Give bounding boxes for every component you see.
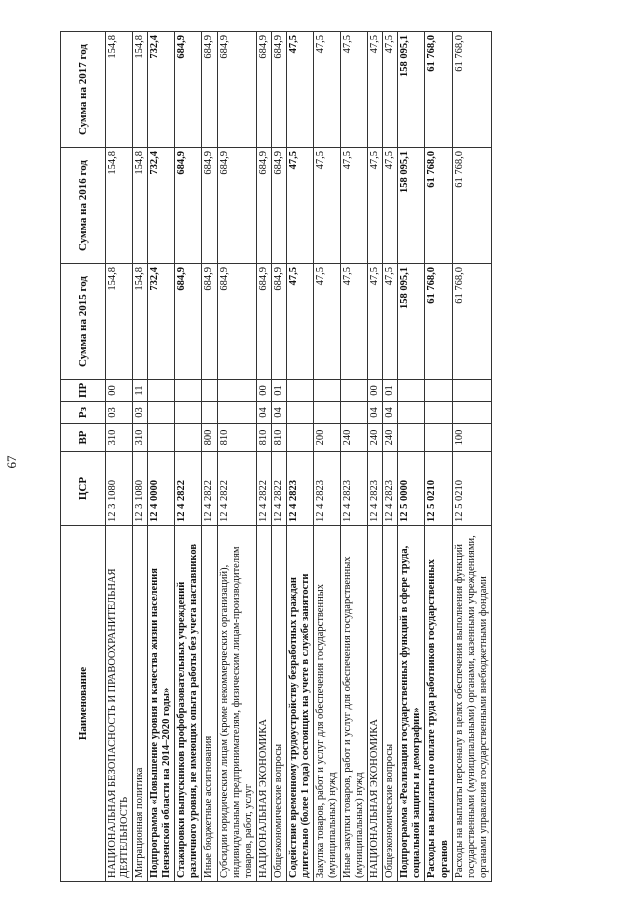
row-pr xyxy=(398,380,425,402)
row-rz xyxy=(217,402,256,424)
row-name: Субсидии юридическим лицам (кроме некоммерческих организаций), индивидуальным предпринимателям, физическим лицам-производителям товаров, работ, услуг xyxy=(217,526,256,882)
row-rz xyxy=(148,402,175,424)
row-sum-2017: 154,8 xyxy=(133,32,148,148)
row-sum-2016: 154,8 xyxy=(133,148,148,264)
row-sum-2016: 47,5 xyxy=(313,148,340,264)
row-csr: 12 3 1080 xyxy=(133,452,148,526)
table-row xyxy=(341,32,368,882)
row-sum-2015: 158 095,1 xyxy=(398,264,425,380)
row-pr: 00 xyxy=(106,380,133,402)
row-sum-2017: 61 768,0 xyxy=(425,32,452,148)
row-vr: 240 xyxy=(383,424,398,452)
header-rz: Рз xyxy=(61,402,106,424)
row-name: Расходы на выплаты персоналу в целях обеспечения выполнения функций государственными (муниципальными) органами, казенными учреждениями, органами управления государственными внебюджетными фондами xyxy=(452,526,491,882)
row-csr: 12 4 2822 xyxy=(175,452,202,526)
row-sum-2017: 47,5 xyxy=(341,32,368,148)
row-csr: 12 4 2823 xyxy=(341,452,368,526)
row-sum-2015: 154,8 xyxy=(106,264,133,380)
page-number: 67 xyxy=(4,455,19,469)
row-sum-2016: 61 768,0 xyxy=(452,148,491,264)
row-sum-2015: 47,5 xyxy=(286,264,313,380)
row-vr: 800 xyxy=(202,424,217,452)
row-vr: 810 xyxy=(256,424,271,452)
row-csr: 12 4 2822 xyxy=(202,452,217,526)
row-sum-2017: 684,9 xyxy=(202,32,217,148)
table-row xyxy=(256,32,271,882)
row-csr: 12 4 2823 xyxy=(313,452,340,526)
table-row xyxy=(286,32,313,882)
row-sum-2016: 47,5 xyxy=(341,148,368,264)
row-sum-2017: 47,5 xyxy=(313,32,340,148)
table-row xyxy=(313,32,340,882)
row-rz xyxy=(398,402,425,424)
row-sum-2016: 684,9 xyxy=(256,148,271,264)
row-name: НАЦИОНАЛЬНАЯ ЭКОНОМИКА xyxy=(256,526,271,882)
row-name: Подпрограмма «Повышение уровня и качества жизни населения Пензенской области на 2014–2020 годы» xyxy=(148,526,175,882)
header-csr: ЦСР xyxy=(61,452,106,526)
row-sum-2016: 61 768,0 xyxy=(425,148,452,264)
header-pr: ПР xyxy=(61,380,106,402)
table-row xyxy=(106,32,133,882)
row-pr xyxy=(425,380,452,402)
row-name: Общеэкономические вопросы xyxy=(271,526,286,882)
row-name: Стажировки выпускников профобразовательных учреждений различного уровня, не имеющих опыта работы без учета наставников xyxy=(175,526,202,882)
row-pr: 01 xyxy=(383,380,398,402)
row-csr: 12 4 2823 xyxy=(383,452,398,526)
row-csr: 12 5 0210 xyxy=(425,452,452,526)
row-vr: 100 xyxy=(452,424,491,452)
row-vr: 240 xyxy=(368,424,383,452)
table-row xyxy=(383,32,398,882)
header-sum-2015: Сумма на 2015 год xyxy=(61,264,106,380)
row-rz xyxy=(425,402,452,424)
row-sum-2015: 47,5 xyxy=(368,264,383,380)
row-csr: 12 4 2822 xyxy=(271,452,286,526)
table-row xyxy=(133,32,148,882)
row-rz xyxy=(341,402,368,424)
row-vr: 810 xyxy=(217,424,256,452)
row-rz: 04 xyxy=(256,402,271,424)
row-sum-2017: 684,9 xyxy=(175,32,202,148)
row-pr xyxy=(452,380,491,402)
row-sum-2017: 158 095,1 xyxy=(398,32,425,148)
row-csr: 12 4 2822 xyxy=(217,452,256,526)
row-vr xyxy=(425,424,452,452)
row-csr: 12 4 2822 xyxy=(256,452,271,526)
row-name: Содействие временному трудоустройству безработных граждан длительно (более 1 года) состоящих на учете в службе занятости xyxy=(286,526,313,882)
row-vr: 240 xyxy=(341,424,368,452)
row-name: Подпрограмма «Реализация государственных функций в сфере труда, социальной защиты и демографии» xyxy=(398,526,425,882)
table-row xyxy=(452,32,491,882)
budget-table xyxy=(60,31,492,882)
row-sum-2017: 154,8 xyxy=(106,32,133,148)
row-sum-2016: 684,9 xyxy=(271,148,286,264)
row-rz: 04 xyxy=(368,402,383,424)
row-name: Общеэкономические вопросы xyxy=(383,526,398,882)
row-rz xyxy=(175,402,202,424)
row-sum-2016: 684,9 xyxy=(175,148,202,264)
table-row xyxy=(148,32,175,882)
row-vr: 200 xyxy=(313,424,340,452)
row-pr: 00 xyxy=(256,380,271,402)
row-sum-2016: 158 095,1 xyxy=(398,148,425,264)
row-sum-2017: 684,9 xyxy=(217,32,256,148)
row-sum-2015: 47,5 xyxy=(313,264,340,380)
row-vr: 310 xyxy=(106,424,133,452)
row-vr xyxy=(286,424,313,452)
row-name: Иные закупки товаров, работ и услуг для обеспечения государственных (муниципальных) нужд xyxy=(341,526,368,882)
row-rz: 03 xyxy=(106,402,133,424)
row-csr: 12 5 0210 xyxy=(452,452,491,526)
row-sum-2017: 684,9 xyxy=(256,32,271,148)
row-sum-2015: 154,8 xyxy=(133,264,148,380)
row-sum-2017: 47,5 xyxy=(286,32,313,148)
row-csr: 12 4 2823 xyxy=(368,452,383,526)
row-sum-2015: 684,9 xyxy=(271,264,286,380)
row-sum-2016: 684,9 xyxy=(217,148,256,264)
header-vr: ВР xyxy=(61,424,106,452)
row-sum-2016: 47,5 xyxy=(368,148,383,264)
row-name: Закупка товаров, работ и услуг для обеспечения государственных (муниципальных) нужд xyxy=(313,526,340,882)
table-row xyxy=(398,32,425,882)
table-row xyxy=(175,32,202,882)
row-pr xyxy=(217,380,256,402)
row-sum-2017: 732,4 xyxy=(148,32,175,148)
row-vr xyxy=(148,424,175,452)
row-pr: 01 xyxy=(271,380,286,402)
row-sum-2016: 684,9 xyxy=(202,148,217,264)
row-sum-2015: 684,9 xyxy=(217,264,256,380)
row-pr: 11 xyxy=(133,380,148,402)
row-vr xyxy=(398,424,425,452)
row-csr: 12 3 1080 xyxy=(106,452,133,526)
row-pr xyxy=(148,380,175,402)
table-row xyxy=(217,32,256,882)
row-rz: 03 xyxy=(133,402,148,424)
budget-table-container xyxy=(60,32,590,882)
row-sum-2017: 47,5 xyxy=(383,32,398,148)
row-pr xyxy=(341,380,368,402)
row-name: Иные бюджетные ассигнования xyxy=(202,526,217,882)
header-name: Наименование xyxy=(61,526,106,882)
row-sum-2015: 732,4 xyxy=(148,264,175,380)
row-sum-2017: 61 768,0 xyxy=(452,32,491,148)
header-sum-2017: Сумма на 2017 год xyxy=(61,32,106,148)
row-csr: 12 4 2823 xyxy=(286,452,313,526)
row-pr xyxy=(202,380,217,402)
row-sum-2016: 154,8 xyxy=(106,148,133,264)
row-sum-2015: 684,9 xyxy=(202,264,217,380)
table-row xyxy=(271,32,286,882)
row-pr xyxy=(286,380,313,402)
row-sum-2016: 47,5 xyxy=(286,148,313,264)
row-sum-2016: 732,4 xyxy=(148,148,175,264)
row-name: Миграционная политика xyxy=(133,526,148,882)
row-sum-2015: 47,5 xyxy=(383,264,398,380)
row-rz xyxy=(452,402,491,424)
row-vr: 310 xyxy=(133,424,148,452)
row-name: Расходы на выплаты по оплате труда работников государственных органов xyxy=(425,526,452,882)
table-header-row xyxy=(61,32,106,882)
row-csr: 12 4 0000 xyxy=(148,452,175,526)
row-sum-2016: 47,5 xyxy=(383,148,398,264)
row-sum-2017: 47,5 xyxy=(368,32,383,148)
row-sum-2015: 47,5 xyxy=(341,264,368,380)
row-vr xyxy=(175,424,202,452)
row-rz: 04 xyxy=(383,402,398,424)
row-sum-2015: 684,9 xyxy=(175,264,202,380)
table-row xyxy=(202,32,217,882)
row-sum-2015: 684,9 xyxy=(256,264,271,380)
row-pr: 00 xyxy=(368,380,383,402)
table-row xyxy=(425,32,452,882)
row-csr: 12 5 0000 xyxy=(398,452,425,526)
row-rz xyxy=(313,402,340,424)
row-rz xyxy=(286,402,313,424)
row-name: НАЦИОНАЛЬНАЯ БЕЗОПАСНОСТЬ И ПРАВООХРАНИТЕЛЬНАЯ ДЕЯТЕЛЬНОСТЬ xyxy=(106,526,133,882)
row-sum-2015: 61 768,0 xyxy=(452,264,491,380)
row-pr xyxy=(175,380,202,402)
row-rz: 04 xyxy=(271,402,286,424)
row-sum-2017: 684,9 xyxy=(271,32,286,148)
row-name: НАЦИОНАЛЬНАЯ ЭКОНОМИКА xyxy=(368,526,383,882)
header-sum-2016: Сумма на 2016 год xyxy=(61,148,106,264)
row-rz xyxy=(202,402,217,424)
row-sum-2015: 61 768,0 xyxy=(425,264,452,380)
row-vr: 810 xyxy=(271,424,286,452)
row-pr xyxy=(313,380,340,402)
table-row xyxy=(368,32,383,882)
